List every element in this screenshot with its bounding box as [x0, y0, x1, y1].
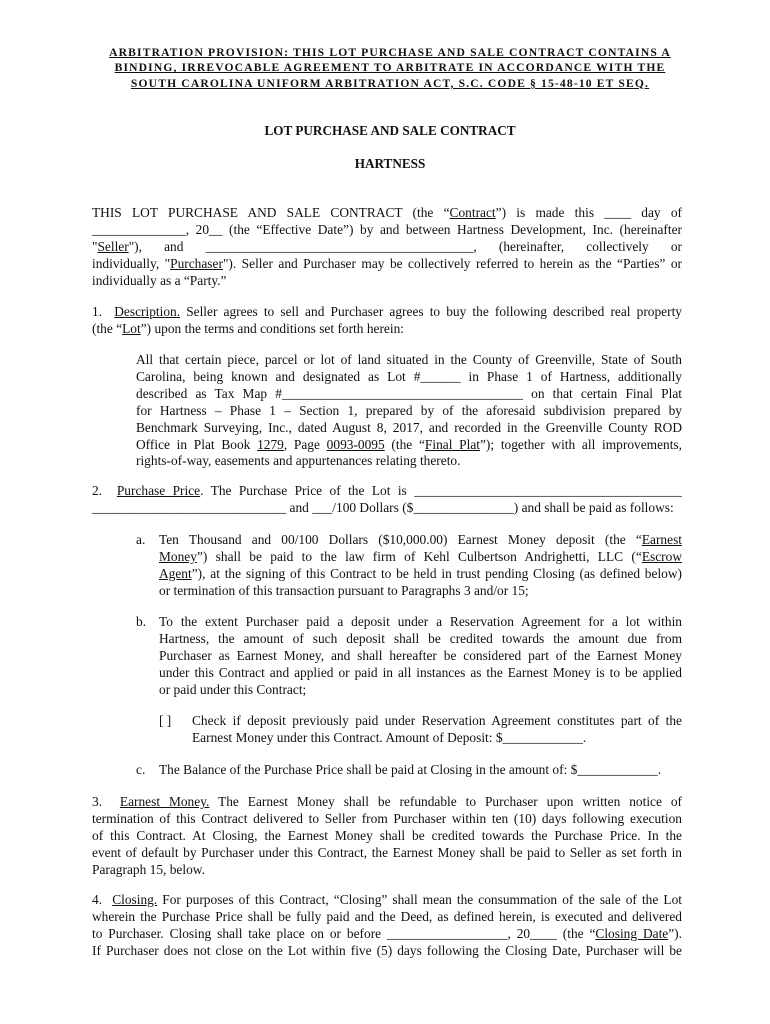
intro-line: "Seller"), and ________________________________________, (hereinafter, collectively or: [92, 238, 682, 254]
arbitration-provision: [92, 45, 688, 91]
section-1-description: [92, 304, 682, 338]
item-c-label: c.: [136, 762, 146, 777]
item-b-text: To the extent Purchaser paid a deposit under a Reservation Agreement for a lot within Hartness, the amount of such deposit shall be credited towards the amount due from Purchaser as Earnest Money, and shall hereafter be considered part of the Earnest Money under this Contract and applied or paid in all instances as the Earnest Money is to be applied or paid under this Contract;: [159, 614, 682, 697]
document-subtitle: HARTNESS: [354, 156, 426, 171]
section-4-heading: Closing.: [112, 892, 158, 907]
item-b-label: b.: [136, 614, 147, 629]
section-4-closing: 4. Closing. For purposes of this Contract, “Closing” shall mean the consummation of the sale of the Lot wherein the Purchase Price shall be fully paid and the Deed, as defined herein, is executed and delivered to Purchaser. Closing shall take place on or before __________________, 20____ (the “Closing Date”). If Purchaser does not close on the Lot within five (5) days following the Closing Date, Purchaser will be: [92, 892, 682, 958]
arbitration-line: ARBITRATION PROVISION: THIS LOT PURCHASE AND SALE CONTRACT CONTAINS A: [109, 46, 671, 59]
section-1-line: 1. Description. Seller agrees to sell and Purchaser agrees to buy the following described real property: [92, 304, 682, 319]
section-2-heading: Purchase Price: [116, 483, 201, 498]
section-1-heading: Description.: [114, 304, 181, 319]
item-c-text: The Balance of the Purchase Price shall be paid at Closing in the amount of: $____________.: [159, 762, 662, 777]
intro-line: ______________, 20__ (the “Effective Date”) by and between Hartness Development, Inc. (hereinafter: [92, 221, 682, 237]
intro-line: individually as a “Party.”: [92, 272, 227, 288]
section-3-earnest-money: 3. Earnest Money. The Earnest Money shall be refundable to Purchaser upon written notice of termination of this Contract delivered to Seller from Purchaser within ten (10) days following execution of this Contract. At Closing, the Earnest Money shall be credited towards the Purchase Price. In the event of default by Purchaser under this Contract, the Earnest Money shall be paid to Seller as set forth in Paragraph 15, below.: [92, 794, 682, 877]
item-a-label: a.: [136, 532, 146, 547]
intro-line: individually, "Purchaser"). Seller and Purchaser may be collectively referred to herein as the “Parties” or: [92, 255, 682, 271]
section-1-line: (the “Lot”) upon the terms and conditions set forth herein:: [92, 320, 405, 336]
document-title: LOT PURCHASE AND SALE CONTRACT: [264, 123, 516, 138]
section-2-purchase-price: 2. Purchase Price. The Purchase Price of the Lot is ________________________________________ _____________________________ and ___/100 Dollars ($_______________) and shall be paid as follows:: [92, 483, 682, 515]
section-3-heading: Earnest Money.: [119, 794, 210, 809]
arbitration-line: SOUTH CAROLINA UNIFORM ARBITRATION ACT, S.C. CODE § 15-48-10 ET SEQ.: [130, 76, 650, 90]
arbitration-line: BINDING, IRREVOCABLE AGREEMENT TO ARBITRATE IN ACCORDANCE WITH THE: [114, 61, 666, 75]
intro-line: THIS LOT PURCHASE AND SALE CONTRACT (the “Contract”) is made this ____ day of: [92, 205, 682, 220]
deposit-checkbox-text: Check if deposit previously paid under Reservation Agreement constitutes part of the Earnest Money under this Contract. Amount of Deposit: $____________.: [192, 713, 682, 745]
deposit-checkbox[interactable]: [ ]: [159, 713, 172, 728]
legal-description: All that certain piece, parcel or lot of land situated in the County of Greenville, State of South Carolina, being known and designated as Lot #______ in Phase 1 of Hartness, additionally described as Tax Map #____________________________________ on that certain Final Plat for Hartness – Phase 1 – Section 1, prepared by of the aforesaid subdivision prepared by Benchmark Surveying, Inc., dated August 8, 2017, and recorded in the Greenville County ROD Office in Plat Book 1279, Page 0093-0095 (the “Final Plat”); together with all improvements, rights-of-way, easements and appurtenances relating thereto.: [136, 352, 682, 469]
intro-paragraph: [92, 205, 682, 290]
item-a-text: Ten Thousand and 00/100 Dollars ($10,000.00) Earnest Money deposit (the “Earnest Money”) shall be paid to the law firm of Kehl Culbertson Andrighetti, LLC (“Escrow Agent”), at the signing of this Contract to be held in trust pending Closing (as defined below) or termination of this transaction pursuant to Paragraphs 3 and/or 15;: [159, 532, 682, 598]
